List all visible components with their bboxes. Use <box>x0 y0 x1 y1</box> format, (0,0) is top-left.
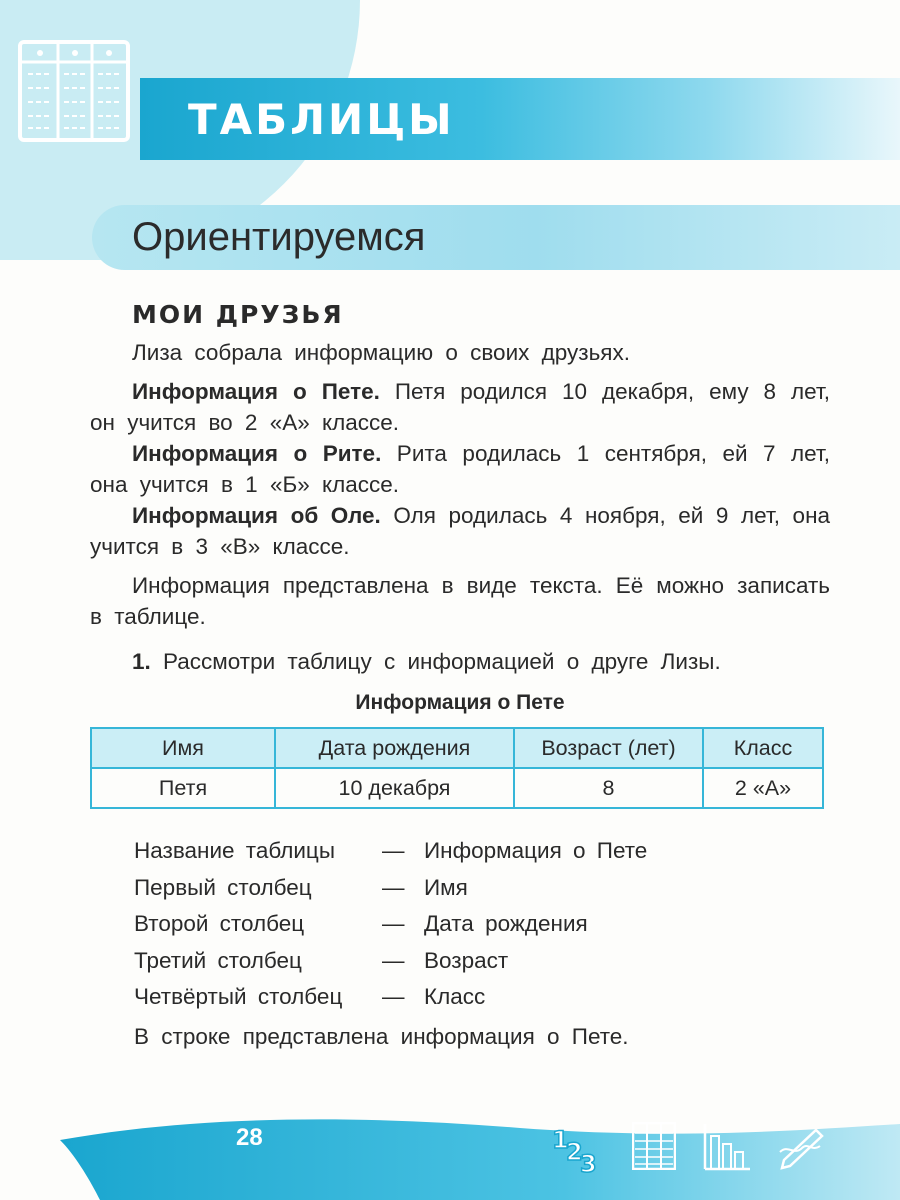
intro-paragraph: Лиза собрала информацию о своих друзьях. <box>132 340 630 365</box>
definition-dash: — <box>382 874 405 900</box>
definition-value: Имя <box>424 874 468 900</box>
info-paragraph-petya <box>90 376 830 438</box>
task-number: 1. <box>132 649 151 674</box>
definition-term: Первый столбец <box>134 874 312 900</box>
table-row <box>91 768 823 808</box>
table-cell: 8 <box>514 768 703 808</box>
table-header-row <box>91 728 823 768</box>
info-paragraph-olya <box>90 500 830 562</box>
info-text: Рита родилась 1 сентября, ей 7 лет, она учится в 1 «Б» классе. <box>90 441 830 497</box>
bar-chart-icon <box>702 1122 752 1177</box>
info-label: Информация об Оле. <box>132 503 381 528</box>
definition-item <box>134 943 830 980</box>
info-table <box>90 727 824 809</box>
definition-item <box>134 906 830 943</box>
section-title: Ориентируемся <box>132 215 426 259</box>
definition-term: Второй столбец <box>134 911 305 936</box>
info-label: Информация о Пете. <box>132 379 380 404</box>
table-chapter-icon <box>18 40 130 142</box>
svg-text:2: 2 <box>566 1138 583 1166</box>
definition-item <box>134 979 830 1016</box>
definition-value: Возраст <box>424 947 509 973</box>
definition-value: Класс <box>424 984 486 1009</box>
definition-dash: — <box>382 911 405 936</box>
definition-value: Дата рождения <box>424 911 588 936</box>
task-text: Рассмотри таблицу с информацией о друге Лизы. <box>150 649 721 674</box>
page-content <box>90 300 830 1050</box>
info-label: Информация о Рите. <box>132 441 382 466</box>
table-cell: 2 «А» <box>703 768 823 808</box>
definition-term: Четвёртый столбец <box>134 984 343 1009</box>
definition-dash: — <box>382 984 405 1009</box>
table-cell: 10 декабря <box>275 768 514 808</box>
definition-item <box>134 833 830 870</box>
definition-term: Название таблицы <box>134 838 335 863</box>
header-cell: Класс <box>703 728 823 768</box>
header-cell: Возраст (лет) <box>514 728 703 768</box>
final-paragraph: В строке представлена информация о Пете. <box>134 1023 629 1049</box>
definition-value: Информация о Пете <box>424 838 648 863</box>
pencil-writing-icon <box>776 1122 830 1175</box>
table-title: Информация о Пете <box>355 691 565 714</box>
chapter-title: ТАБЛИЦЫ <box>188 95 455 144</box>
table-cell: Петя <box>91 768 275 808</box>
info-text: Петя родился 10 декабря, ему 8 лет, он учится во 2 «А» классе. <box>90 379 830 435</box>
page-number: 28 <box>236 1124 263 1151</box>
footer-wave <box>0 1100 900 1200</box>
header-cell: Дата рождения <box>275 728 514 768</box>
header-cell: Имя <box>91 728 275 768</box>
svg-text:1: 1 <box>552 1126 569 1154</box>
info-paragraph-rita <box>90 438 830 500</box>
info-text: Оля родилась 4 ноября, ей 9 лет, она учится в 3 «В» классе. <box>90 503 831 559</box>
definitions-list <box>134 833 830 1016</box>
table-icon <box>632 1122 676 1175</box>
definition-dash: — <box>382 947 405 973</box>
task-paragraph <box>90 646 830 677</box>
definition-dash: — <box>382 838 405 863</box>
numbers-123-icon <box>550 1122 602 1179</box>
summary-paragraph: Информация представлена в виде текста. Её можно записать в таблице. <box>90 573 830 629</box>
definition-term: Третий столбец <box>134 947 302 973</box>
definition-item <box>134 870 830 907</box>
svg-text:3: 3 <box>580 1150 597 1174</box>
subheading: МОИ ДРУЗЬЯ <box>132 300 344 329</box>
